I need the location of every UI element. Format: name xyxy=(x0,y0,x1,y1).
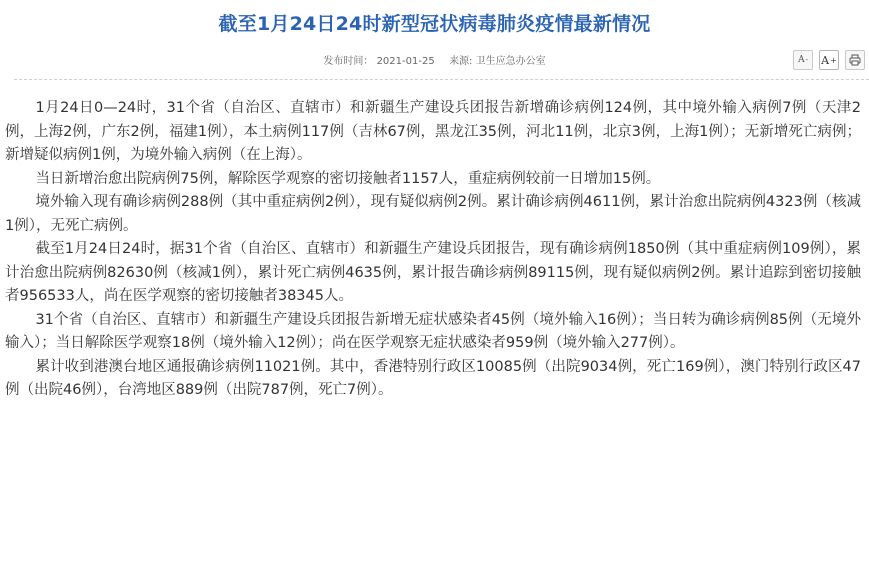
font-increase-button[interactable] xyxy=(819,50,839,70)
article-paragraph: 1月24日0—24时，31个省（自治区、直辖市）和新疆生产建设兵团报告新增确诊病例124例，其中境外输入病例7例（天津2例，上海2例，广东2例，福建1例），本土病例117例（吉林67例，黑龙江35例，河北11例，北京3例，上海1例）；无新增死亡病例；新增疑似病例1例，为境外输入病例（在上海）。 xyxy=(5,100,861,163)
font-decrease-icon: A xyxy=(798,55,805,65)
header-divider xyxy=(14,79,869,80)
font-increase-icon: A xyxy=(821,53,830,67)
article-paragraph: 境外输入现有确诊病例288例（其中重症病例2例），现有疑似病例2例。累计确诊病例4611例，累计治愈出院病例4323例（核减1例），无死亡病例。 xyxy=(5,194,861,234)
article-body xyxy=(5,97,861,403)
article-paragraph: 31个省（自治区、直辖市）和新疆生产建设兵团报告新增无症状感染者45例（境外输入16例）；当日转为确诊病例85例（无境外输入）；当日解除医学观察18例（境外输入12例）；尚在医学观察无症状感染者959例（境外输入277例）。 xyxy=(5,311,861,351)
printer-icon xyxy=(849,54,861,66)
print-button[interactable] xyxy=(845,50,865,70)
source-name: 卫生应急办公室 xyxy=(475,56,546,67)
article-paragraph: 累计收到港澳台地区通报确诊病例11021例。其中，香港特别行政区10085例（出院9034例，死亡169例），澳门特别行政区47例（出院46例），台湾地区889例（出院787例，死亡7例）。 xyxy=(5,358,861,398)
font-decrease-button[interactable] xyxy=(793,50,813,70)
publish-date: 2021-01-25 xyxy=(376,56,435,67)
article-paragraph: 当日新增治愈出院病例75例，解除医学观察的密切接触者1157人，重症病例较前一日增加15例。 xyxy=(35,170,661,187)
plus-sign-icon: + xyxy=(830,55,837,65)
article-meta xyxy=(0,52,869,67)
minus-sign-icon: - xyxy=(805,56,808,64)
article-title: 截至1月24日24时新型冠状病毒肺炎疫情最新情况 xyxy=(218,13,651,35)
source-label: 来源: xyxy=(449,56,473,67)
article-paragraph: 截至1月24日24时，据31个省（自治区、直辖市）和新疆生产建设兵团报告，现有确诊病例1850例（其中重症病例109例），累计治愈出院病例82630例（核减1例），累计死亡病例4635例，累计报告确诊病例89115例，现有疑似病例2例。累计追踪到密切接触者956533人，尚在医学观察的密切接触者38345人。 xyxy=(5,241,861,304)
article-toolbar xyxy=(793,50,865,70)
publish-time-label: 发布时间： xyxy=(323,56,374,67)
